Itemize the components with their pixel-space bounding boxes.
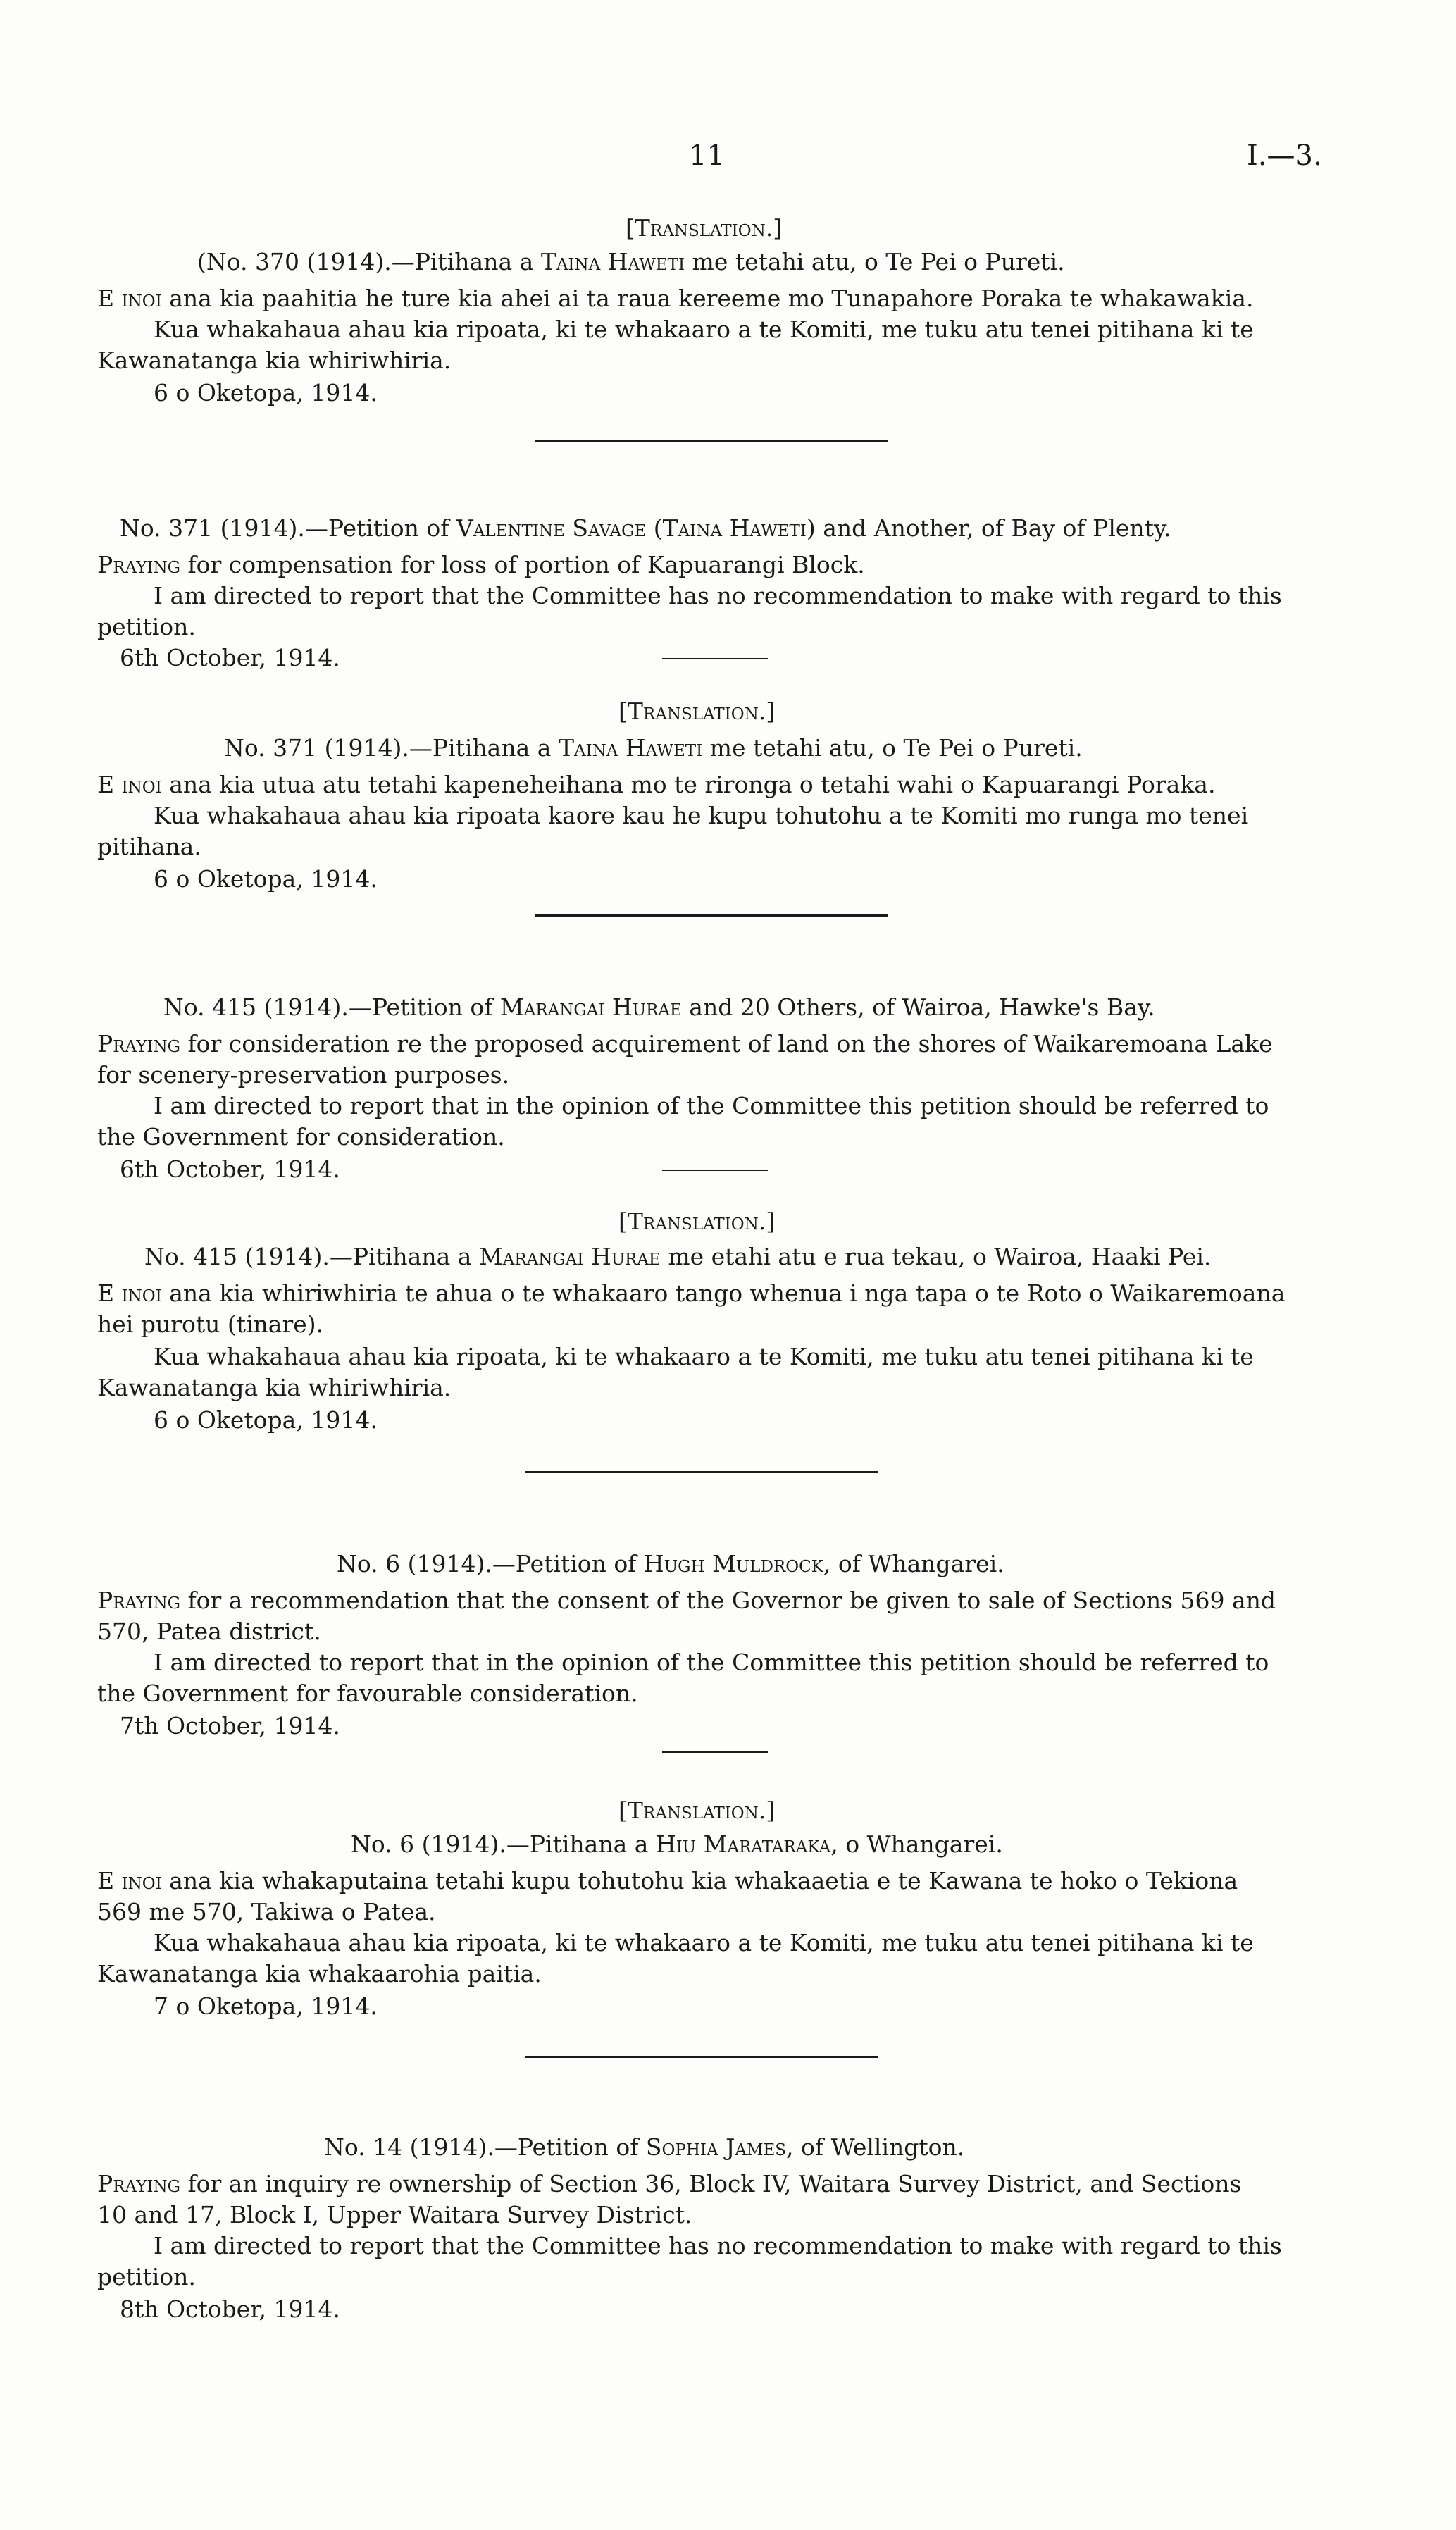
petitioner-name: Valentine Savage [456,514,647,542]
report-text-cont: petition. [97,613,196,640]
translation-label: [Translation.] [618,1797,776,1824]
report-text: Kua whakahaua ahau kia ripoata, ki te whakaaro a te Komiti, me tuku atu tenei pitihana ki te [154,1343,1254,1370]
prayer-text: Praying for a recommendation that the consent of the Governor be given to sale of Sections 569 and [97,1587,1276,1614]
prayer-text: Praying for compensation for loss of portion of Kapuarangi Block. [97,551,865,578]
date: 7 o Oketopa, 1914. [154,1992,378,2020]
page-number: 11 [689,139,725,172]
date: 6 o Oketopa, 1914. [154,1406,378,1434]
prayer-text: E inoi ana kia paahitia he ture kia ahei ai ta raua kereeme mo Tunapahore Poraka te whakawakia. [97,285,1254,312]
short-divider [662,1751,768,1753]
date: 6th October, 1914. [120,1155,340,1183]
report-text: Kua whakahaua ahau kia ripoata, ki te whakaaro a te Komiti, me tuku atu tenei pitihana ki te [154,1929,1254,1957]
prayer-text-cont: 569 me 570, Takiwa o Patea. [97,1898,436,1926]
translation-label: [Translation.] [626,214,783,242]
petition-heading: No. 415 (1914).—Pitihana a Marangai Hurae me etahi atu e rua tekau, o Wairoa, Haaki Pei. [144,1243,1212,1270]
short-divider [662,658,768,659]
report-text-cont: pitihana. [97,833,201,860]
petition-heading: No. 6 (1914).—Petition of Hugh Muldrock, of Whangarei. [337,1550,1004,1577]
petitioner-name: Taina Haweti [558,734,703,762]
report-text-cont: Kawanatanga kia whiriwhiria. [97,1374,452,1401]
report-text-cont: Kawanatanga kia whiriwhiria. [97,347,452,374]
date: 6 o Oketopa, 1914. [154,379,378,407]
report-text: Kua whakahaua ahau kia ripoata, ki te whakaaro a te Komiti, me tuku atu tenei pitihana ki te [154,316,1254,343]
prayer-text: Praying for an inquiry re ownership of Section 36, Block IV, Waitara Survey District, and Sections [97,2170,1242,2197]
prayer-text-cont: 570, Patea district. [97,1618,321,1645]
report-text: I am directed to report that in the opinion of the Committee this petition should be referred to [154,1092,1269,1120]
petition-heading: No. 415 (1914).—Petition of Marangai Hurae and 20 Others, of Wairoa, Hawke's Bay. [163,993,1155,1021]
report-text: I am directed to report that the Committee has no recommendation to make with regard to this [154,2232,1282,2259]
petition-heading: No. 6 (1914).—Pitihana a Hiu Marataraka, o Whangarei. [351,1830,1003,1858]
report-text-cont: the Government for favourable consideration. [97,1680,638,1707]
section-divider [535,440,888,442]
petitioner-name: Hiu Marataraka [655,1830,831,1858]
date: 6th October, 1914. [120,644,340,671]
report-text-cont: petition. [97,2263,196,2290]
date: 6 o Oketopa, 1914. [154,865,378,893]
section-divider [525,1471,878,1473]
report-text-cont: the Government for consideration. [97,1123,505,1151]
petitioner-name: Taina Haweti [540,248,685,275]
short-divider [662,1170,768,1171]
document-reference: I.—3. [1247,139,1322,172]
prayer-text-cont: 10 and 17, Block I, Upper Waitara Survey District. [97,2201,692,2228]
petitioner-name: Hugh Muldrock [643,1550,823,1577]
report-text: I am directed to report that the Committee has no recommendation to make with regard to this [154,582,1282,609]
translation-label: [Translation.] [618,1208,776,1235]
petitioner-name: Marangai Hurae [499,993,682,1021]
report-text-cont: Kawanatanga kia whakaarohia paitia. [97,1960,542,1988]
report-text: I am directed to report that in the opinion of the Committee this petition should be referred to [154,1649,1269,1676]
prayer-text: E inoi ana kia whakaputaina tetahi kupu tohutohu kia whakaaetia e te Kawana te hoko o Tekiona [97,1867,1238,1895]
report-text: Kua whakahaua ahau kia ripoata kaore kau he kupu tohutohu a te Komiti mo runga mo tenei [154,802,1249,829]
petition-heading: No. 14 (1914).—Petition of Sophia James, of Wellington. [324,2133,965,2161]
prayer-text-cont: hei purotu (tinare). [97,1310,324,1338]
prayer-text-cont: for scenery-preservation purposes. [97,1061,510,1089]
petition-heading: (No. 370 (1914).—Pitihana a Taina Haweti me tetahi atu, o Te Pei o Pureti. [197,248,1065,275]
prayer-text: E inoi ana kia utua atu tetahi kapeneheihana mo te rironga o tetahi wahi o Kapuarangi Poraka. [97,771,1216,798]
date: 8th October, 1914. [120,2295,340,2323]
date: 7th October, 1914. [120,1712,340,1740]
prayer-text: Praying for consideration re the proposed acquirement of land on the shores of Waikaremoana Lake [97,1030,1273,1058]
section-divider [535,914,888,917]
section-divider [525,2056,878,2058]
petition-heading: No. 371 (1914).—Petition of Valentine Savage (Taina Haweti) and Another, of Bay of Plenty. [120,514,1171,542]
petitioner-name: Sophia James [645,2133,787,2161]
prayer-text: E inoi ana kia whiriwhiria te ahua o te whakaaro tango whenua i nga tapa o te Roto o Waikaremoana [97,1279,1286,1307]
petition-heading: No. 371 (1914).—Pitihana a Taina Haweti me tetahi atu, o Te Pei o Pureti. [224,734,1083,762]
translation-label: [Translation.] [618,697,776,725]
petitioner-name: Marangai Hurae [478,1243,661,1270]
